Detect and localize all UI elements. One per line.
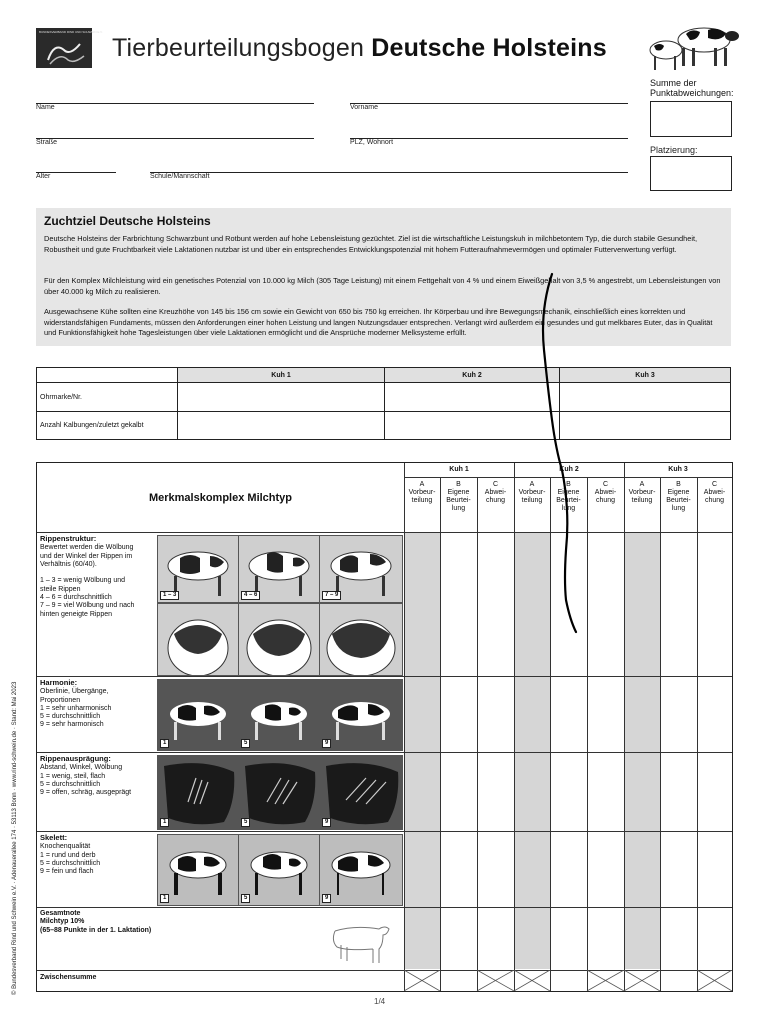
rippenauspraegung-tag-1: 1 (160, 818, 169, 827)
harmonie-tag-2: 5 (241, 739, 250, 748)
zuchtziel-title: Zuchtziel Deutsche Holsteins (44, 214, 211, 228)
skelett-tag-2: 5 (241, 894, 250, 903)
zwischensumme-label: Zwischensumme (40, 974, 97, 981)
rippenauspraegung-tag-2: 5 (241, 818, 250, 827)
cow-id-header-2: Kuh 2 (385, 368, 560, 383)
kalbungen-kuh1[interactable] (178, 412, 385, 440)
zwischensumme-crosses (404, 970, 732, 991)
harmonie-tag-3: 9 (322, 739, 331, 748)
criterion-rippenauspraegung: Rippenausprägung: Abstand, Winkel, Wölbung 1 = wenig, steil, flach 5 = durchschnittlich 9 = offen, schräg, ausgeprägt (40, 754, 132, 797)
zuchtziel-p2: Für den Komplex Milchleistung wird ein genetisches Potenzial von 10.000 kg Milch (305 Tage Leistung) mit einem Fettgehalt von 4 % und einem Eiweißgehalt von 3,5 % angestrebt, um Lebensleistungen von über 40.000 kg Milch zu realisieren. (44, 276, 721, 296)
cow-id-header-3: Kuh 3 (560, 368, 731, 383)
alter-label: Alter (36, 173, 51, 180)
vorname-label: Vorname (350, 104, 379, 111)
pen-stroke-icon (530, 270, 590, 640)
milchtyp-title: Merkmalskomplex Milchtyp (148, 492, 293, 504)
kuh2-header: Kuh 2 (559, 466, 579, 473)
rippen-side-2 (238, 535, 320, 603)
vorname-field[interactable] (350, 103, 628, 104)
harmonie-img-1 (157, 679, 239, 751)
rippen-rear-3 (319, 603, 403, 676)
page-title: Tierbeurteilungsbogen Deutsche Holsteins (112, 34, 607, 62)
rippen-tag-1: 1 – 3 (160, 591, 179, 600)
row-kalbungen: Anzahl Kalbungen/zuletzt gekalbt (37, 412, 178, 440)
logo-text: BUNDESVERBAND RIND UND SCHWEIN E.V. (39, 30, 103, 34)
place-box[interactable] (650, 156, 732, 191)
rippen-side-1 (157, 535, 239, 603)
gesamtnote-label: Gesamtnote Milchtyp 10% (65–88 Punkte in der 1. Laktation) (40, 910, 152, 934)
criterion-harmonie: Harmonie: Oberlinie, Übergänge, Proportionen 1 = sehr unharmonisch 5 = durchschnittlich 9 = sehr harmonisch (40, 678, 112, 729)
shade-kuh3-a (624, 532, 660, 969)
rippenauspraegung-img-1 (157, 755, 239, 830)
cow-id-table (36, 367, 731, 440)
row-ohrmarke: Ohrmarke/Nr. (37, 383, 178, 412)
schule-label: Schule/Mannschaft (150, 173, 210, 180)
kuh1-header: Kuh 1 (449, 466, 469, 473)
criterion-skelett: Skelett: Knochenqualität 1 = rund und derb 5 = durchschnittlich 9 = fein und flach (40, 833, 101, 876)
sum-label: Summe der Punktabweichungen: (650, 78, 734, 98)
skelett-tag-3: 9 (322, 894, 331, 903)
page-number: 1/4 (374, 997, 386, 1006)
harmonie-img-3 (319, 679, 403, 751)
zuchtziel-p1: Deutsche Holsteins der Farbrichtung Schwarzbunt und Rotbunt werden auf hohe Lebensleistung gezüchtet. Ziel ist die wirtschaftliche Leistungskuh in milchbetontem Typ, die durch stabile Gesundheit, Robustheit und gute Fruchtbarkeit viele Laktationen nutzbar ist und über ein entsprechendes Entwicklungspotenzial mit hohem Futteraufnahmevermögen und optimaler Futterverwertung verfügt. (44, 234, 698, 254)
place-label: Platzierung: (650, 145, 698, 155)
cows-photo-icon (642, 14, 742, 74)
strasse-field[interactable] (36, 138, 314, 139)
copyright-side: © Bundesverband Rind und Schwein e.V. · Adenauerallee 174 · 53113 Bonn · www.rind-schwein.de · Stand: Mai 2023 (12, 681, 18, 995)
logo-mark-icon (46, 38, 86, 66)
criterion-rippenstruktur: Rippenstruktur: Bewertet werden die Wölbung und der Winkel der Rippen im Verhältnis (60/40). 1 – 3 = wenig Wölbung und steile Rippen 4 – 6 = durchschnittlich 7 – 9 = viel Wölbung und nach hinten geneigte Rippen (40, 534, 135, 618)
rippen-tag-3: 7 – 9 (322, 591, 341, 600)
harmonie-tag-1: 1 (160, 739, 169, 748)
skelett-img-1 (157, 834, 239, 906)
name-field[interactable] (36, 103, 314, 104)
milchtyp-table: Merkmalskomplex Milchtyp Kuh 1 Kuh 2 Kuh 3 A Vorbeur-teilung B Eigene Beurtei-lung C Abwei-chung A Vorbeur-teilung B Eigene Beurtei-lung C Abwei-chung A Vorbeur-teilung B Eigene Beurtei-lung C Abwei-chung Rippenstruktur: Bewertet werden die Wölbung und der Winkel der Rippen im Verhältnis (60/40). 1 – 3 = wenig Wölbung und steile Rippen 4 – 6 = durchschnittlich 7 – 9 = viel Wölbung und nach hinten geneigte Rippen 1 – 3 4 – 6 7 – 9 Harmonie: Oberlinie, Übergänge, Proportionen 1 = sehr unharmonisch 5 = durchschnittlich 9 = sehr harmonisch 1 5 9 Rippenausprägung: Abstand, Winkel, Wölbung 1 = wenig, steil, flach 5 = durchschnittlich 9 = offen, schräg, ausgeprägt 1 5 9 Skelett: Knochenqualität 1 = rund und derb 5 = durchschnittlich 9 = fein und flach 1 5 9 Gesamtnote Milchtyp 10% (65–88 Punkte in der 1. Laktation) Zwischensumme (36, 462, 733, 992)
rippenauspraegung-img-2 (238, 755, 320, 830)
rippen-rear-2 (238, 603, 320, 676)
strasse-label: Straße (36, 139, 58, 146)
brs-logo (36, 28, 103, 68)
shade-kuh1-a (404, 532, 440, 969)
skelett-img-3 (319, 834, 403, 906)
zuchtziel-p3: Ausgewachsene Kühe sollten eine Kreuzhöhe von 145 bis 156 cm sowie ein Gewicht von 650 bis 750 kg erreichen. Ihr Körperbau und ihre Bewegungsmechanik, einschließlich eines korrekten und widerstandsfähigen Fundaments, müssen den Anforderungen einer hohen Leistung und langen Nutzungsdauer entsprechen. Verlangt wird außerdem ein gesundes und gut melkbares Euter, das in Qualität und Funktionsfähigkeit hohe Tagesleistungen über viele Laktationen ermöglicht und die Ansprüche moderner Melksysteme erfüllt. (44, 307, 713, 337)
skelett-img-2 (238, 834, 320, 906)
cow-outline-icon (327, 913, 393, 967)
plz-label: PLZ, Wohnort (350, 139, 394, 146)
name-label: Name (36, 104, 55, 111)
skelett-tag-1: 1 (160, 894, 169, 903)
sum-box[interactable] (650, 101, 732, 137)
kuh3-header: Kuh 3 (668, 466, 688, 473)
rippen-rear-1 (157, 603, 239, 676)
ohrmarke-kuh1[interactable] (178, 383, 385, 412)
rippenauspraegung-img-3 (319, 755, 403, 830)
cow-id-header-1: Kuh 1 (178, 368, 385, 383)
schule-field[interactable] (150, 172, 628, 173)
harmonie-img-2 (238, 679, 320, 751)
rippen-tag-2: 4 – 6 (241, 591, 260, 600)
rippenauspraegung-tag-3: 9 (322, 818, 331, 827)
rippen-side-3 (319, 535, 403, 603)
